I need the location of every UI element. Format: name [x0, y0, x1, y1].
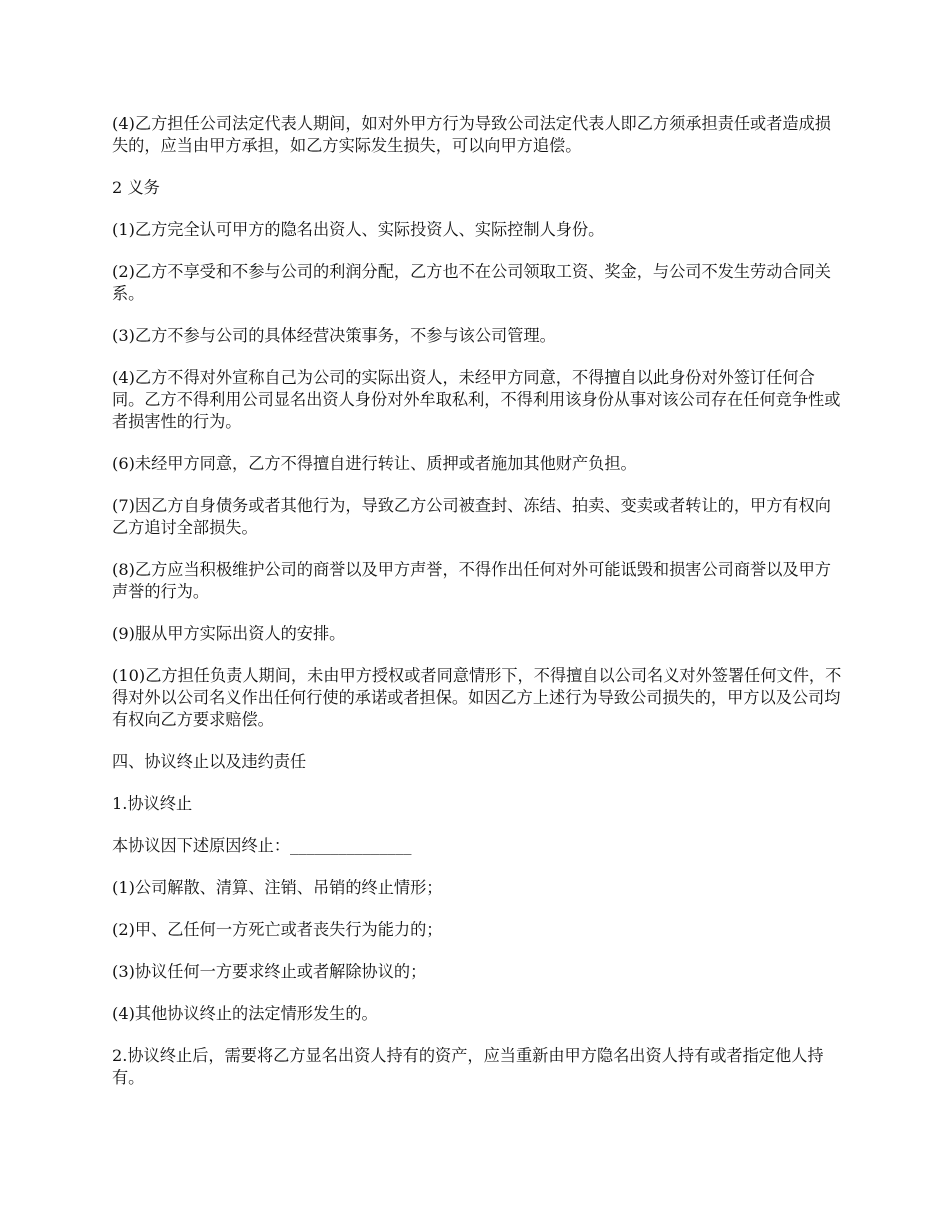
paragraph-termination-1: (1)公司解散、清算、注销、吊销的终止情形； [112, 878, 443, 897]
paragraph-obligation-3: (3)乙方不参与公司的具体经营决策事务，不参与该公司管理。 [112, 326, 556, 345]
paragraph-obligation-4: (4)乙方不得对外宣称自己为公司的实际出资人，未经甲方同意，不得擅自以此身份对外签订任何合同。乙方不得利用公司显名出资人身份对外牟取私利，不得利用该身份从事对该公司存在任何竞争性或者损害性的行为。 [112, 368, 841, 431]
subsection-heading-termination: 1.协议终止 [112, 794, 193, 813]
paragraph-obligation-6: (6)未经甲方同意，乙方不得擅自进行转让、质押或者施加其他财产负担。 [112, 454, 637, 473]
paragraph-post-termination: 2.协议终止后，需要将乙方显名出资人持有的资产，应当重新由甲方隐名出资人持有或者指定他人持有。 [112, 1046, 824, 1087]
paragraph-obligation-10: (10)乙方担任负责人期间，未由甲方授权或者同意情形下，不得擅自以公司名义对外签署任何文件，不得对外以公司名义作出任何行使的承诺或者担保。如因乙方上述行为导致公司损失的，甲方以及公司均有权向乙方要求赔偿。 [112, 666, 842, 729]
paragraph-termination-3: (3)协议任何一方要求终止或者解除协议的； [112, 962, 427, 981]
paragraph-termination-reasons: 本协议因下述原因终止：_______________ [112, 836, 412, 855]
paragraph-obligation-8: (8)乙方应当积极维护公司的商誉以及甲方声誉，不得作出任何对外可能诋毁和损害公司商誉以及甲方声誉的行为。 [112, 560, 831, 601]
paragraph-termination-4: (4)其他协议终止的法定情形发生的。 [112, 1004, 378, 1023]
section-heading-termination: 四、协议终止以及违约责任 [112, 752, 307, 771]
paragraph-obligation-2: (2)乙方不享受和不参与公司的利润分配，乙方也不在公司领取工资、奖金，与公司不发生劳动合同关系。 [112, 262, 831, 303]
paragraph-obligation-1: (1)乙方完全认可甲方的隐名出资人、实际投资人、实际控制人身份。 [112, 220, 605, 239]
document-body [112, 113, 842, 1109]
section-heading-obligations: 2 义务 [112, 178, 160, 197]
paragraph-termination-2: (2)甲、乙任何一方死亡或者丧失行为能力的； [112, 920, 443, 939]
paragraph-obligation-9: (9)服从甲方实际出资人的安排。 [112, 624, 346, 643]
paragraph-clause-4-compensation: (4)乙方担任公司法定代表人期间，如对外甲方行为导致公司法定代表人即乙方须承担责任或者造成损失的，应当由甲方承担，如乙方实际发生损失，可以向甲方追偿。 [112, 114, 831, 155]
paragraph-obligation-7: (7)因乙方自身债务或者其他行为，导致乙方公司被查封、冻结、拍卖、变卖或者转让的，甲方有权向乙方追讨全部损失。 [112, 496, 831, 537]
